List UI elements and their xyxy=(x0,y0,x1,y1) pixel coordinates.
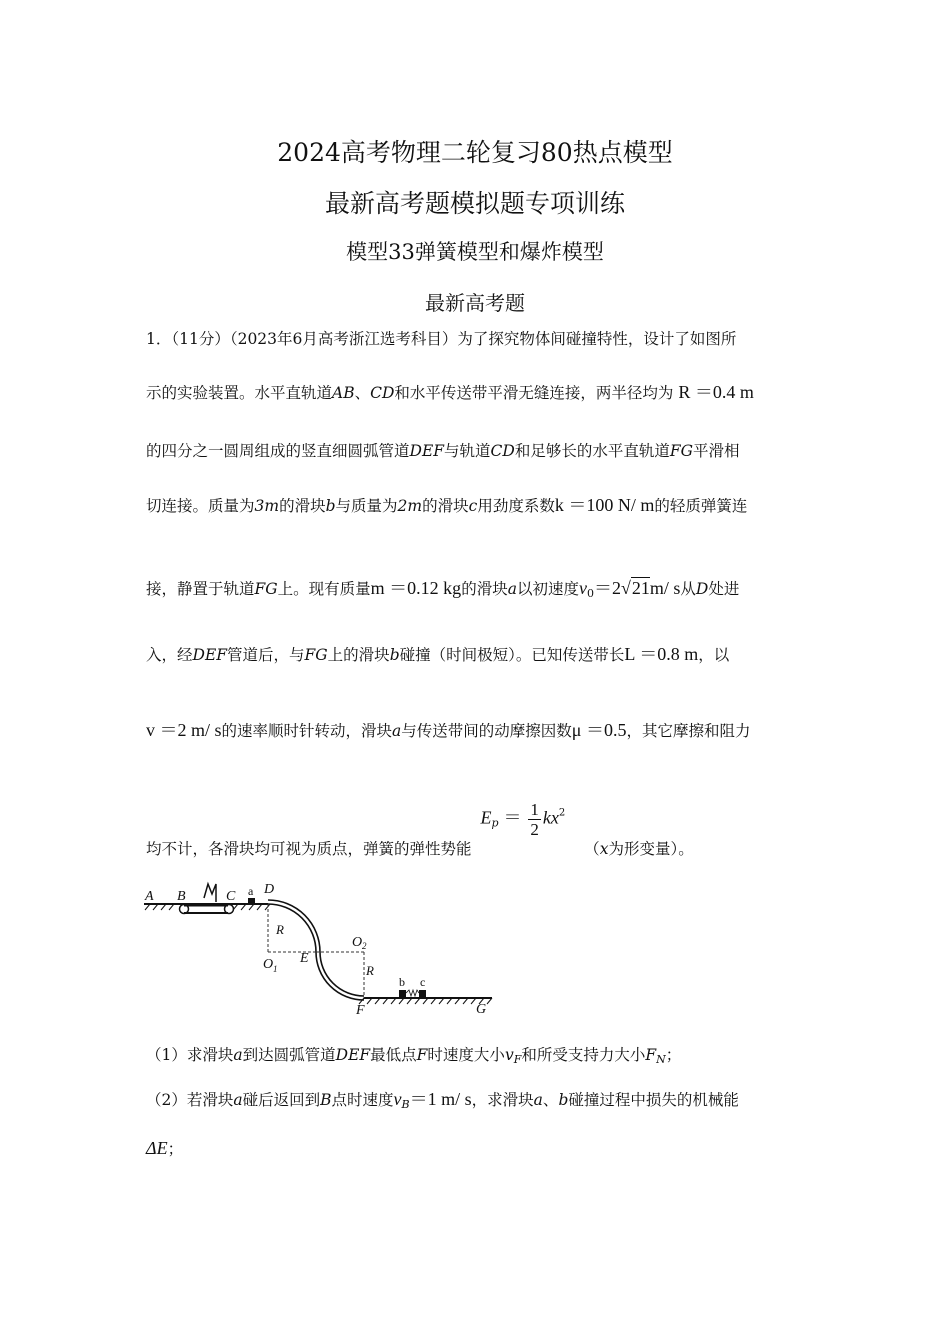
model-title: 模型33弹簧模型和爆炸模型 xyxy=(346,240,604,264)
label-R1: R xyxy=(276,922,284,937)
speed-equation: ＝1 m/ s xyxy=(409,1089,472,1109)
var-CD: CD xyxy=(370,384,395,402)
text: ，以 xyxy=(698,646,730,664)
potential-energy-formula xyxy=(480,800,565,839)
apparatus-diagram xyxy=(140,876,500,1016)
text: 上的滑块 xyxy=(327,646,390,664)
var-b: b xyxy=(558,1091,569,1109)
spring xyxy=(406,990,419,996)
subscript: F xyxy=(513,1053,522,1066)
text: 的轻质弹簧连 xyxy=(654,497,748,515)
var-kx: kx xyxy=(542,807,559,828)
text: 接，静置于轨道 xyxy=(146,580,255,598)
var-DEF: DEF xyxy=(192,646,228,664)
text: 切连接。质量为 xyxy=(146,497,255,515)
friction-equation: μ ＝0.5 xyxy=(571,720,627,740)
text: （2）若滑块 xyxy=(146,1091,234,1109)
label-D: D xyxy=(264,882,275,897)
problem-line-3 xyxy=(146,439,806,461)
var-CD: CD xyxy=(490,442,515,460)
text: 和所受支持力大小 xyxy=(521,1046,646,1064)
ground-hatching xyxy=(145,904,492,1004)
text: 到达圆弧管道 xyxy=(242,1046,336,1064)
var-DEF: DEF xyxy=(335,1046,371,1064)
var-FG: FG xyxy=(304,646,328,664)
var-vB: v xyxy=(393,1089,402,1109)
subscript: B xyxy=(401,1098,410,1111)
text: 用劲度系数 xyxy=(477,497,555,515)
label-C: C xyxy=(226,889,236,904)
text: 均不计，各滑块均可视为质点，弹簧的弹性势能 xyxy=(146,839,472,858)
var-F: F xyxy=(416,1046,428,1064)
text: 和水平传送带平滑无缝连接，两半径均为 xyxy=(394,384,674,402)
text: 时速度大小 xyxy=(427,1046,505,1064)
var-a: a xyxy=(507,580,517,598)
text: 、 xyxy=(542,1091,559,1109)
text: 从 xyxy=(680,580,696,598)
label-a: a xyxy=(248,884,254,898)
var-E: E xyxy=(480,807,492,828)
text: 的滑块 xyxy=(422,497,469,515)
label-b: b xyxy=(399,975,405,989)
length-equation: L ＝0.8 m xyxy=(624,644,699,664)
text: ＝ xyxy=(503,807,522,828)
text: 1．（11分）（2023年6月高考浙江选考科目）为了探究物体间碰撞特性，设计了如图所 xyxy=(146,330,737,348)
text: 平滑相 xyxy=(692,442,740,460)
label-E: E xyxy=(300,951,309,966)
text: 碰后返回到 xyxy=(242,1091,321,1109)
slider-a xyxy=(248,898,255,904)
subscript: p xyxy=(491,816,499,830)
text: 和足够长的水平直轨道 xyxy=(514,442,670,460)
question-1 xyxy=(146,1043,806,1066)
var-B: B xyxy=(320,1091,332,1109)
doc-title: 2024高考物理二轮复习80热点模型 xyxy=(277,138,673,167)
problem-line-7 xyxy=(146,716,806,742)
var-FG: FG xyxy=(254,580,278,598)
label-R2: R xyxy=(366,963,374,978)
mass-2m: 2m xyxy=(397,497,423,515)
problem-line-6 xyxy=(146,640,806,666)
var-b: b xyxy=(325,497,336,515)
text: 处进 xyxy=(708,580,740,598)
problem-line-1 xyxy=(146,327,806,349)
text: 的滑块 xyxy=(279,497,326,515)
text: 的速率顺时针转动，滑块 xyxy=(221,722,393,740)
subscript: N xyxy=(656,1053,666,1066)
sqrt-symbol: √ xyxy=(620,578,631,598)
question-2 xyxy=(146,1085,806,1111)
label-O2: O xyxy=(352,935,363,950)
label-A: A xyxy=(145,889,154,904)
var-a: a xyxy=(533,1091,543,1109)
fraction-half xyxy=(528,800,541,839)
var-AB: AB xyxy=(332,384,355,402)
var-FG: FG xyxy=(669,442,693,460)
mass-equation: m ＝0.12 kg xyxy=(370,578,462,598)
var-delta-E: ΔE xyxy=(146,1138,168,1158)
text: 碰撞过程中损失的机械能 xyxy=(568,1091,739,1109)
problem-line-5 xyxy=(146,574,806,600)
label-F: F xyxy=(356,1003,365,1016)
var-x: x xyxy=(599,839,609,858)
unit: m/ s xyxy=(649,578,681,598)
label-O1: O xyxy=(263,957,274,972)
text: 为形变量）。 xyxy=(608,839,694,858)
text: 点时速度 xyxy=(331,1091,394,1109)
doc-subtitle: 最新高考题模拟题专项训练 xyxy=(324,189,625,218)
text: 、 xyxy=(354,384,371,402)
text: 示的实验装置。水平直轨道 xyxy=(146,384,333,402)
sqrt-radicand: 21 xyxy=(631,578,650,598)
denominator: 2 xyxy=(530,820,539,839)
var-vF: v xyxy=(504,1046,514,1064)
radius-equation: R ＝0.4 m xyxy=(678,382,754,402)
text: 与轨道 xyxy=(444,442,491,460)
subscript: 0 xyxy=(586,587,594,600)
var-a: a xyxy=(233,1046,243,1064)
text: 的滑块 xyxy=(461,580,508,598)
var-v0: v xyxy=(578,578,587,598)
text: 管道后，与 xyxy=(227,646,305,664)
slider-c xyxy=(419,990,426,997)
spring-constant-equation: k ＝100 N/ m xyxy=(554,495,655,515)
var-DEF: DEF xyxy=(409,442,445,460)
var-D: D xyxy=(695,580,709,598)
label-B: B xyxy=(177,889,186,904)
text: ； xyxy=(665,1046,682,1064)
belt-speed-equation: v ＝2 m/ s xyxy=(146,720,222,740)
text: 与传送带间的动摩擦因数 xyxy=(401,722,572,740)
label-G: G xyxy=(476,1002,487,1016)
label-c: c xyxy=(420,975,426,989)
text: （1）求滑块 xyxy=(146,1046,234,1064)
var-b: b xyxy=(389,646,400,664)
var-a: a xyxy=(233,1091,243,1109)
text: 入，经 xyxy=(146,646,193,664)
slider-b xyxy=(399,990,406,997)
text: 以初速度 xyxy=(516,580,579,598)
text: 碰撞（时间极短）。已知传送带长 xyxy=(399,646,625,664)
text: ，求滑块 xyxy=(471,1091,534,1109)
var-c: c xyxy=(468,497,478,515)
text: 与质量为 xyxy=(335,497,398,515)
label-O2-sub: 2 xyxy=(362,941,367,951)
section-heading: 最新高考题 xyxy=(425,291,525,315)
problem-line-2 xyxy=(146,378,806,404)
label-O1-sub: 1 xyxy=(273,964,278,974)
numerator: 1 xyxy=(530,800,539,819)
text: ； xyxy=(167,1140,184,1158)
mass-3m: 3m xyxy=(254,497,280,515)
var-a: a xyxy=(392,722,402,740)
problem-line-4 xyxy=(146,491,806,517)
text: （ xyxy=(584,839,600,858)
text: ＝2 xyxy=(593,578,621,598)
text: 的四分之一圆周组成的竖直细圆弧管道 xyxy=(146,442,410,460)
text: 上。现有质量 xyxy=(277,580,371,598)
problem-line-8 xyxy=(146,800,806,858)
text: ，其它摩擦和阻力 xyxy=(626,722,751,740)
conveyor-roller-right xyxy=(225,905,234,914)
handwritten-mark xyxy=(204,884,216,902)
var-FN: F xyxy=(645,1046,657,1064)
text: 最低点 xyxy=(370,1046,417,1064)
superscript: 2 xyxy=(558,807,566,819)
question-2-cont xyxy=(146,1137,806,1159)
